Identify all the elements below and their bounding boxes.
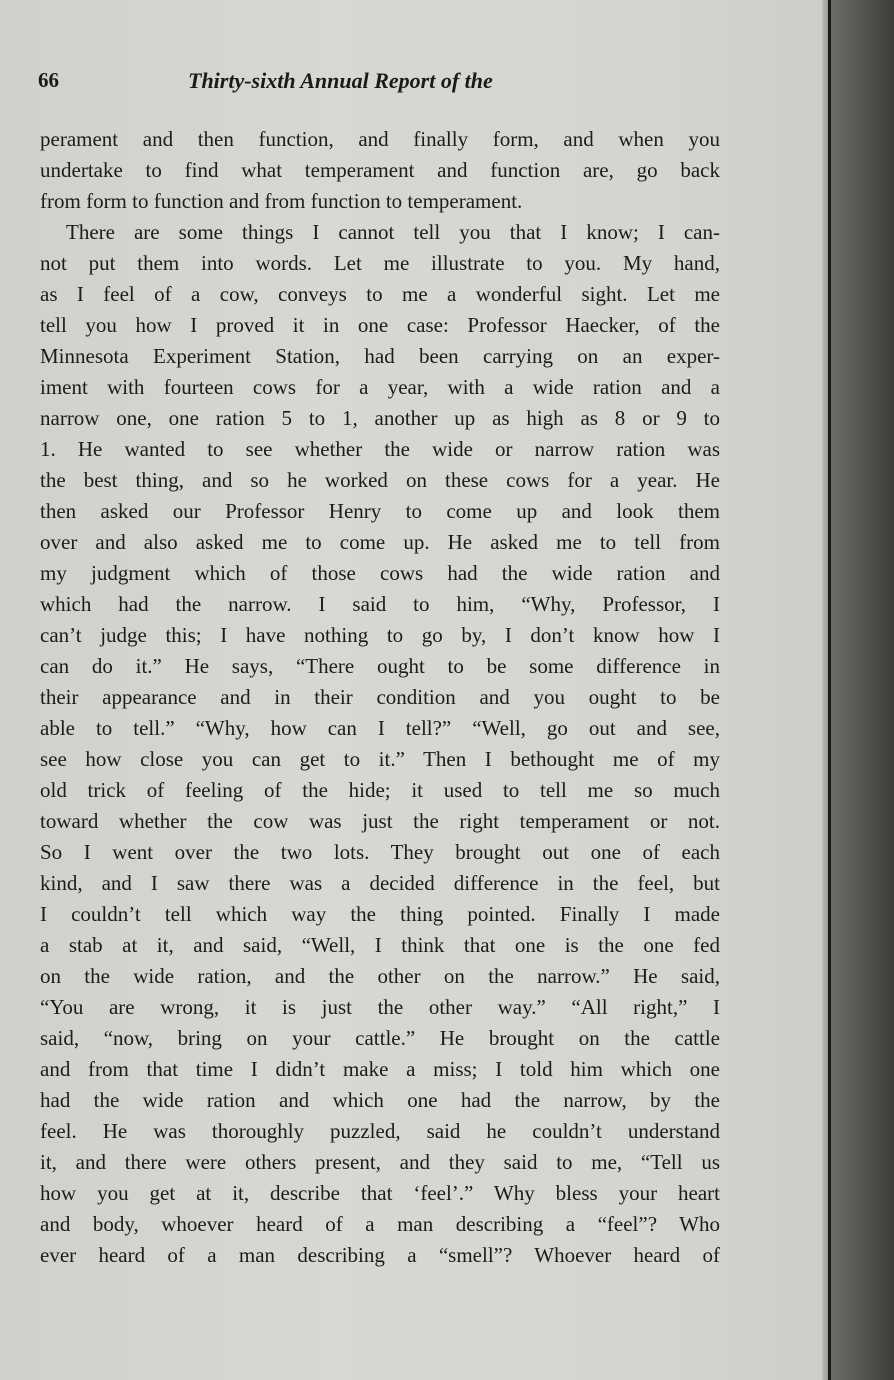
page-header: [38, 68, 738, 102]
text-line: toward whether the cow was just the right temperament or not.: [40, 809, 720, 833]
text-line: it, and there were others present, and they said to me, “Tell us: [40, 1150, 720, 1174]
text-line: So I went over the two lots. They brought out one of each: [40, 840, 720, 864]
text-line: on the wide ration, and the other on the narrow.” He said,: [40, 964, 720, 988]
text-line: kind, and I saw there was a decided difference in the feel, but: [40, 871, 720, 895]
text-line: see how close you can get to it.” Then I bethought me of my: [40, 747, 720, 771]
running-head: Thirty-sixth Annual Report of the: [188, 68, 493, 93]
text-line: over and also asked me to come up. He asked me to tell from: [40, 530, 720, 554]
text-line: as I feel of a cow, conveys to me a wonderful sight. Let me: [40, 282, 720, 306]
text-line: and from that time I didn’t make a miss; I told him which one: [40, 1057, 720, 1081]
text-line: not put them into words. Let me illustrate to you. My hand,: [40, 251, 720, 275]
text-line: Minnesota Experiment Station, had been carrying on an exper-: [40, 344, 720, 368]
text-line: from form to function and from function to temperament.: [40, 189, 523, 213]
text-line: can do it.” He says, “There ought to be some difference in: [40, 654, 720, 678]
text-line: able to tell.” “Why, how can I tell?” “Well, go out and see,: [40, 716, 720, 740]
text-line: my judgment which of those cows had the wide ration and: [40, 561, 720, 585]
text-line: and body, whoever heard of a man describing a “feel”? Who: [40, 1212, 720, 1236]
text-line: I couldn’t tell which way the thing pointed. Finally I made: [40, 902, 720, 926]
text-line: perament and then function, and finally form, and when you: [40, 127, 720, 151]
text-line: There are some things I cannot tell you that I know; I can-: [66, 220, 720, 244]
text-line: can’t judge this; I have nothing to go by, I don’t know how I: [40, 623, 720, 647]
page-number: 66: [38, 68, 59, 92]
text-line: which had the narrow. I said to him, “Why, Professor, I: [40, 592, 720, 616]
text-line: had the wide ration and which one had the narrow, by the: [40, 1088, 720, 1112]
text-line: a stab at it, and said, “Well, I think that one is the one fed: [40, 933, 720, 957]
text-line: feel. He was thoroughly puzzled, said he couldn’t understand: [40, 1119, 720, 1143]
body-text: [40, 124, 720, 1271]
text-line: narrow one, one ration 5 to 1, another up as high as 8 or 9 to: [40, 406, 720, 430]
text-line: their appearance and in their condition and you ought to be: [40, 685, 720, 709]
text-line: then asked our Professor Henry to come up and look them: [40, 499, 720, 523]
text-line: old trick of feeling of the hide; it used to tell me so much: [40, 778, 720, 802]
text-line: said, “now, bring on your cattle.” He brought on the cattle: [40, 1026, 720, 1050]
text-line: 1. He wanted to see whether the wide or narrow ration was: [40, 437, 720, 461]
text-line: “You are wrong, it is just the other way.” “All right,” I: [40, 995, 720, 1019]
text-line: ever heard of a man describing a “smell”? Whoever heard of: [40, 1243, 720, 1267]
text-line: how you get at it, describe that ‘feel’.” Why bless your heart: [40, 1181, 720, 1205]
text-line: the best thing, and so he worked on these cows for a year. He: [40, 468, 720, 492]
text-line: undertake to find what temperament and function are, go back: [40, 158, 720, 182]
facing-page-edge: [831, 0, 894, 1380]
text-line: iment with fourteen cows for a year, with a wide ration and a: [40, 375, 720, 399]
text-line: tell you how I proved it in one case: Professor Haecker, of the: [40, 313, 720, 337]
